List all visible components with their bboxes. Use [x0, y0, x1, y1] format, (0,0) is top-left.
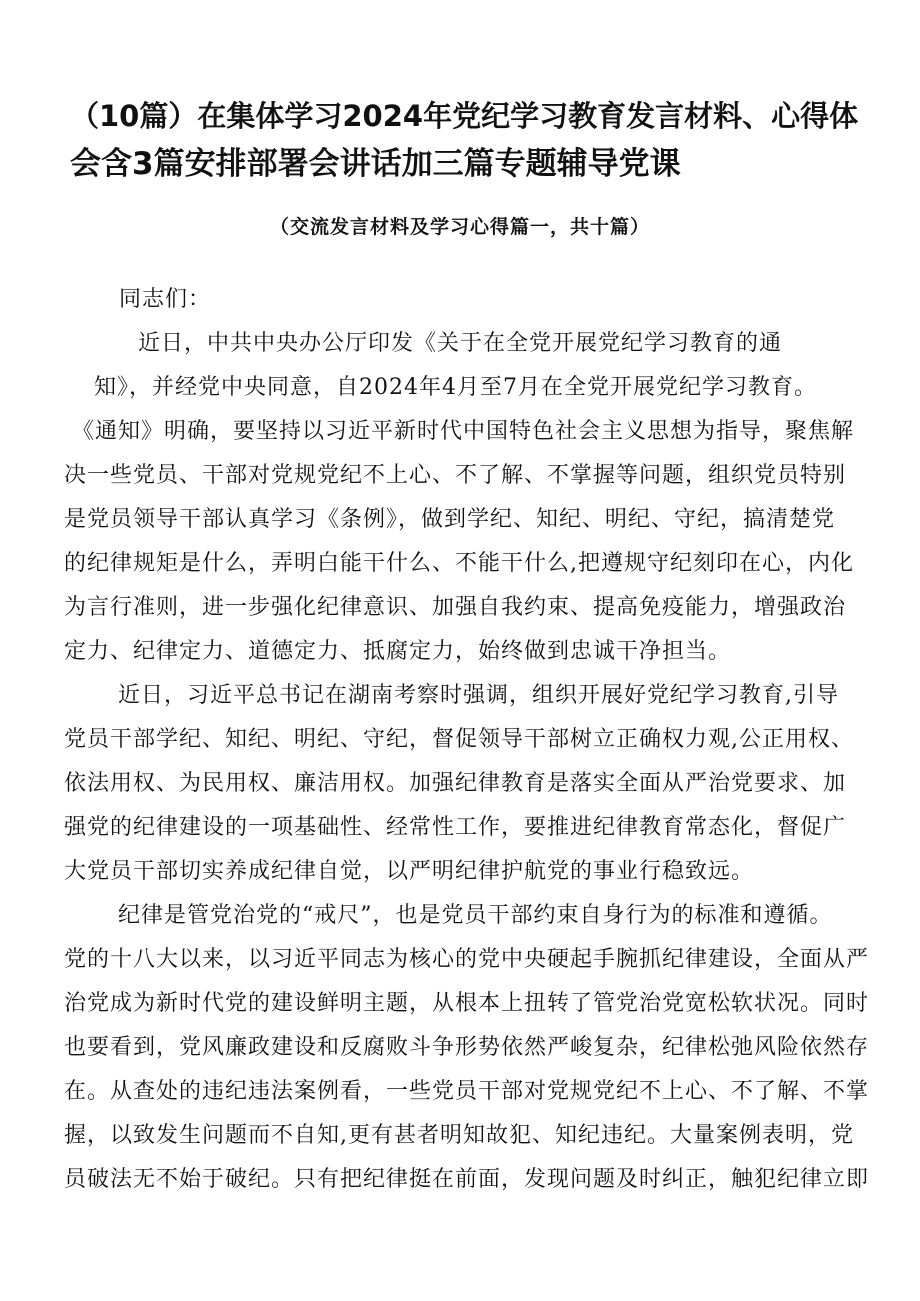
body-line: 也要看到，党风廉政建设和反腐败斗争形势依然严峻复杂，纪律松弛风险依然存 — [64, 1035, 870, 1060]
body-line: 决一些党员、干部对党规党纪不上心、不了解、不掌握等问题，组织党员特别 — [64, 463, 847, 488]
document-title — [70, 92, 870, 188]
body-line: 大党员干部切实养成纪律自觉，以严明纪律护航党的事业行稳致远。 — [64, 859, 755, 884]
body-line: 握，以致发生问题而不自知,更有甚者明知故犯、知纪违纪。大量案例表明，党 — [64, 1123, 854, 1148]
body-line: 知》，并经党中央同意，自2024年4月至7月在全党开展党纪学习教育。 — [94, 375, 817, 400]
body-line: 在。从查处的违纪违法案例看，一些党员干部对党规党纪不上心、不了解、不掌 — [64, 1079, 870, 1104]
body-line: 强党的纪律建设的一项基础性、经常性工作，要推进纪律教育常态化，督促广 — [64, 815, 847, 840]
body-line: 党员干部学纪、知纪、明纪、守纪，督促领导干部树立正确权力观,公正用权、 — [64, 727, 854, 752]
body-line: 近日，习近平总书记在湖南考察时强调，组织开展好党纪学习教育,引导 — [118, 683, 839, 708]
body-line: 治党成为新时代党的建设鲜明主题，从根本上扭转了管党治党宽松软状况。同时 — [64, 991, 870, 1016]
body-line: 依法用权、为民用权、廉洁用权。加强纪律教育是落实全面从严治党要求、加 — [64, 771, 847, 796]
body-line: 为言行准则，进一步强化纪律意识、加强自我约束、提高免疫能力，增强政治 — [64, 595, 847, 620]
body-line: 党的十八大以来，以习近平同志为核心的党中央硬起手腕抓纪律建设，全面从严 — [64, 947, 870, 972]
body-line: 员破法无不始于破纪。只有把纪律挺在前面，发现问题及时纠正，触犯纪律立即 — [64, 1167, 870, 1192]
body-line: 的纪律规矩是什么，弄明白能干什么、不能干什么,把遵规守纪刻印在心，内化 — [64, 551, 854, 576]
section-subtitle: （交流发言材料及学习心得篇一，共十篇） — [269, 216, 650, 238]
document-body — [64, 278, 874, 1202]
body-line: 纪律是管党治党的“戒尺”，也是党员干部约束自身行为的标准和遵循。 — [118, 903, 833, 928]
body-line: 《通知》明确，要坚持以习近平新时代中国特色社会主义思想为指导，聚焦解 — [72, 419, 855, 444]
salutation: 同志们： — [119, 287, 212, 312]
body-line: 近日，中共中央办公厅印发《关于在全党开展党纪学习教育的通 — [138, 331, 783, 356]
body-line: 是党员领导干部认真学习《条例》，做到学纪、知纪、明纪、守纪，搞清楚党 — [64, 507, 836, 532]
body-line: 定力、纪律定力、道德定力、抵腐定力，始终做到忠诚干净担当。 — [64, 639, 732, 664]
title-line: （10篇）在集体学习2024年党纪学习教育发言材料、心得体 — [70, 99, 859, 133]
title-line: 会含3篇安排部署会讲话加三篇专题辅导党课 — [70, 146, 681, 182]
